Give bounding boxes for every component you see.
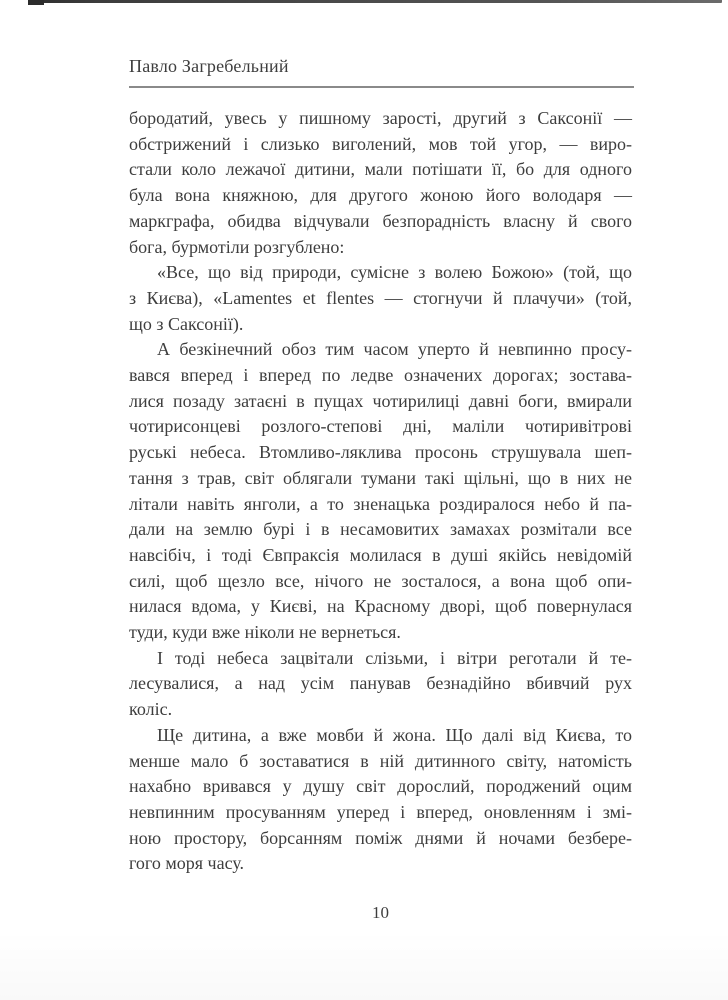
text-line: туди, куди вже ніколи не вернеться.: [129, 622, 401, 643]
text-line: що з Саксонії).: [129, 313, 244, 334]
text-line: силі, щоб щезло все, нічого не зосталося, а вона щоб опи-: [129, 570, 632, 591]
text-line: літали навіть янголи, а то зненацька роздиралося небо й па-: [129, 493, 632, 514]
text-line: Ще дитина, а вже мовби й жона. Що далі від Києва, то: [157, 724, 632, 745]
text-line: з Києва), «Lamentes et flentes — стогнучи й плачучи» (той,: [129, 287, 632, 308]
text-line: чотирисонцеві розлого-степові дні, маліли чотиривітрові: [129, 416, 632, 437]
text-line: лися позаду затаєні в пущах чотирилиці давні боги, вмирали: [129, 390, 632, 411]
text-line: стали коло лежачої дитини, мали потішати її, бо для одного: [129, 159, 632, 180]
header-rule: [129, 86, 634, 88]
text-line: маркграфа, обидва відчували безпорадність власну й свого: [129, 210, 632, 231]
text-line: гого моря часу.: [129, 853, 245, 874]
running-header-author: Павло Загребельний: [129, 56, 289, 76]
scan-top-edge-shadow: [28, 0, 722, 3]
text-line: була вона княжною, для другого жоною його володаря —: [129, 185, 632, 206]
text-line: А безкінечний обоз тим часом уперто й невпинно просу-: [157, 339, 632, 360]
text-line: «Все, що від природи, сумісне з волею Божою» (той, що: [157, 262, 632, 283]
text-line: невпинним просуванням уперед і вперед, оновленням і змі-: [129, 801, 632, 822]
text-line: вався вперед і вперед по ледве означених дорогах; зостава-: [129, 365, 632, 386]
text-line: коліс.: [129, 699, 173, 720]
text-line: нахабно вривався у душу світ дорослий, породжений оцим: [129, 776, 632, 797]
text-line: обстрижений і слизько виголений, мов той угор, — виро-: [129, 133, 632, 154]
text-line: менше мало б зоставатися в ній дитинного світу, натомість: [129, 750, 632, 771]
text-line: навсібіч, і тоді Євпраксія молилася в душі якійсь невідомій: [129, 544, 632, 565]
text-line: І тоді небеса зацвітали слізьми, і вітри реготали й те-: [157, 647, 632, 668]
text-line: бога, бурмотіли розгублено:: [129, 236, 345, 257]
scan-bottom-shadow: [0, 930, 728, 1000]
text-line: дали на землю бурі і в несамовитих замахах розмітали все: [129, 519, 632, 540]
text-line: тання з трав, світ облягали тумани такі щільні, що в них не: [129, 467, 632, 488]
page-number: 10: [372, 903, 389, 922]
scan-top-edge-cap: [28, 0, 44, 5]
text-line: ною простору, борсанням поміж днями й ночами безбере-: [129, 827, 632, 848]
text-line: лесувалися, а над усім панував безнадійно вбивчий рух: [129, 673, 632, 694]
body-text: [129, 106, 632, 877]
text-line: бородатий, увесь у пишному зарості, другий з Саксонії —: [129, 108, 632, 128]
text-line: нилася вдома, у Києві, на Красному дворі, щоб повернулася: [129, 596, 632, 617]
text-line: руські небеса. Втомливо-ляклива просонь струшувала шеп-: [129, 442, 632, 463]
